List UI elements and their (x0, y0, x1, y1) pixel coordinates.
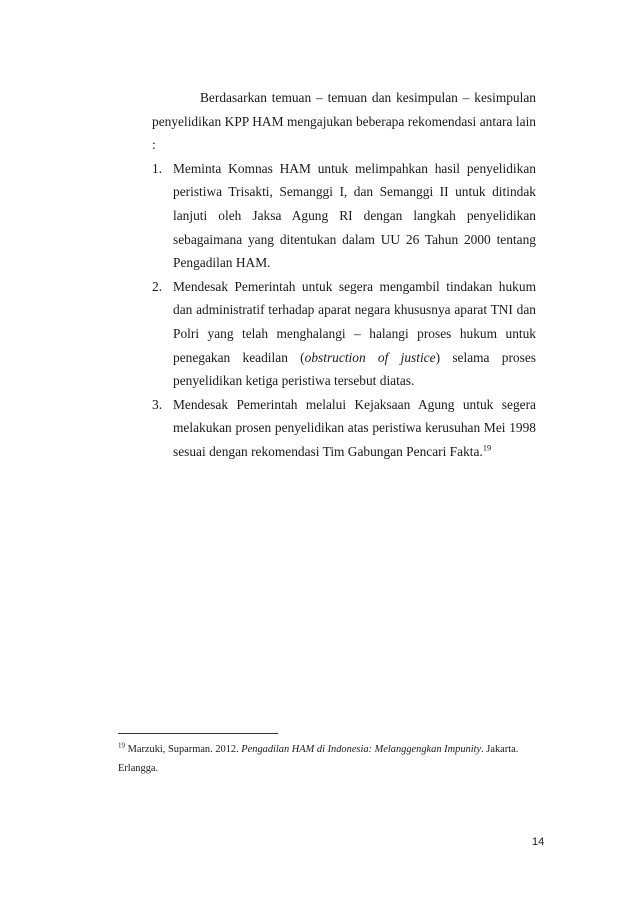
footnote-title: Pengadilan HAM di Indonesia: Melanggengkan Impunity (241, 744, 482, 755)
footnote-separator (118, 733, 278, 734)
intro-line-1: Berdasarkan temuan – temuan dan kesimpulan – kesimpulan (200, 90, 536, 105)
list-item-number: 2. (152, 278, 163, 294)
list-item-text (173, 275, 536, 393)
footnote-text-before: Marzuki, Suparman. 2012. (125, 744, 242, 755)
footnote-reference[interactable]: 19 (482, 442, 492, 453)
body-text (152, 86, 536, 464)
italic-term: obstruction of justice (304, 349, 436, 365)
list-item (152, 275, 536, 393)
list-item-text (173, 393, 536, 464)
list-item-text-before: Mendesak Pemerintah untuk segera mengambil tindakan hukum dan administratif terhadap aparat negara khususnya aparat TNI dan Polri yang telah menghalangi – halangi proses hukum untuk penegakan keadilan ( (173, 278, 536, 365)
list-item (152, 157, 536, 275)
recommendation-list (152, 157, 536, 464)
list-item-text-after: ) selama proses penyelidikan ketiga peristiwa tersebut diatas. (173, 349, 536, 389)
footnote-mark: 19 (118, 741, 125, 750)
footnote (118, 740, 538, 778)
list-item-number: 3. (152, 396, 163, 412)
list-item-number: 1. (152, 160, 163, 176)
list-item (152, 393, 536, 464)
list-item-text: Meminta Komnas HAM untuk melimpahkan hasil penyelidikan peristiwa Trisakti, Semanggi I, dan Semanggi II untuk ditindak lanjuti oleh Jaksa Agung RI dengan langkah penyelidikan sebagaimana yang ditentukan dalam UU 26 Tahun 2000 tentang Pengadilan HAM. (173, 160, 536, 271)
footnote-text-after: . Jakarta. Erlangga. (118, 744, 519, 774)
page-number: 14 (532, 836, 545, 848)
intro-line-2: penyelidikan KPP HAM mengajukan beberapa rekomendasi antara lain : (152, 113, 536, 153)
list-item-text-main: Mendesak Pemerintah melalui Kejaksaan Agung untuk segera melakukan prosen penyelidikan atas peristiwa kerusuhan Mei 1998 sesuai dengan rekomendasi Tim Gabungan Pencari Fakta. (173, 396, 536, 459)
